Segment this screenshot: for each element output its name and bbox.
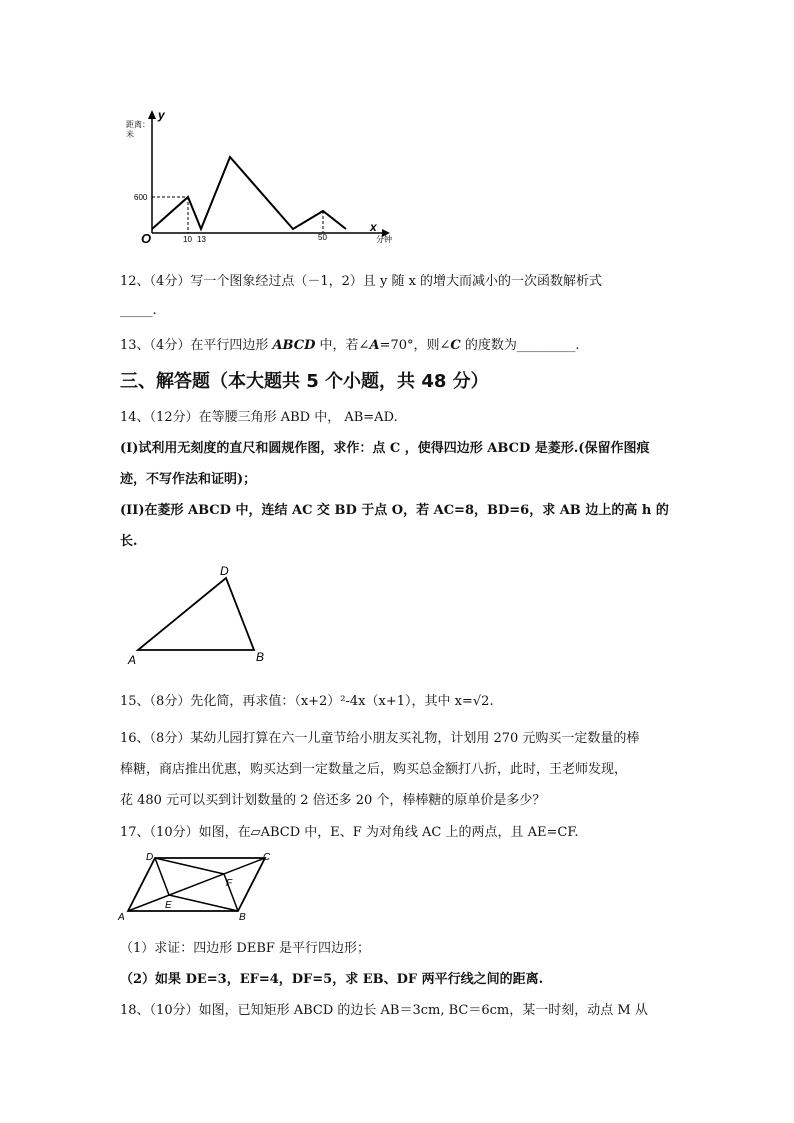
- tick-10: 10: [183, 235, 192, 244]
- y-unit-label: 距离：: [126, 120, 150, 129]
- x-unit-label: 分钟: [376, 235, 392, 244]
- q17-part2: （2）如果 DE=3，EF=4，DF=5，求 EB、DF 两平行线之间的距离.: [120, 972, 544, 987]
- point-f: F: [226, 878, 233, 889]
- q12-line1: 12、（4分）写一个图象经过点（－1，2）且 y 随 x 的增大而减小的一次函数解析式: [120, 274, 603, 289]
- q13-val: =70°，则∠: [379, 338, 451, 353]
- vertex-b: B: [239, 912, 246, 923]
- q15-sqrt: √2: [472, 694, 490, 709]
- q13-line: [120, 334, 580, 353]
- diagonal-ac: [128, 858, 265, 911]
- y-axis-arrow: [148, 110, 156, 119]
- q12-line2: _____.: [120, 303, 157, 318]
- parallelogram-figure: [115, 848, 285, 924]
- q16-line1: 16、（8分）某幼儿园打算在六一儿童节给小朋友买礼物，计划用 270 元购买一定数量的棒: [120, 731, 640, 746]
- distance-time-graph: [120, 105, 400, 245]
- q13-abcd: ABCD: [272, 338, 316, 353]
- y-label: y: [158, 108, 165, 122]
- q14-line3: 迹，不写作法和证明)；: [120, 472, 257, 487]
- q17-part1: （1）求证：四边形 DEBF 是平行四边形；: [120, 941, 371, 956]
- section-heading: 三、解答题（本大题共 5 个小题，共 48 分）: [120, 371, 489, 392]
- q15-pre: 15、（8分）先化简，再求值：（x+2）²-4x（x+1），其中 x=: [120, 694, 473, 709]
- q14-line4: (II)在菱形 ABCD 中，连结 AC 交 BD 于点 O，若 AC=8，BD=6，求 AB 边上的高 h 的: [120, 503, 669, 518]
- point-e: E: [165, 900, 172, 911]
- q14-line2: (I)试利用无刻度的直尺和圆规作图，求作：点 C ，使得四边形 ABCD 是菱形.(保留作图痕: [120, 441, 650, 456]
- vertex-a: A: [118, 912, 125, 923]
- q13-mid: 中，若∠: [319, 338, 370, 353]
- q13-pre: 13、（4分）在平行四边形: [120, 338, 269, 353]
- q13-post: 的度数为_________.: [464, 338, 580, 353]
- tick-13: 13: [197, 235, 206, 244]
- q16-line3: 花 480 元可以买到计划数量的 2 倍还多 20 个，棒棒糖的原单价是多少？: [120, 793, 546, 808]
- q13-a: A: [369, 338, 380, 353]
- vertex-a: A: [128, 653, 137, 667]
- q17-line1: 17、（10分）如图，在▱ABCD 中，E、F 为对角线 AC 上的两点，且 AE=CF.: [120, 825, 579, 840]
- x-label: x: [370, 220, 377, 234]
- q13-c: C: [450, 338, 461, 353]
- segment-df: [155, 858, 224, 874]
- segment-eb: [169, 895, 238, 911]
- vertex-d: D: [146, 852, 154, 863]
- q18-line1: 18、（10分）如图，已知矩形 ABCD 的边长 AB＝3cm, BC＝6cm，某一时刻，动点 M 从: [120, 1003, 648, 1018]
- triangle-abd: [138, 578, 254, 650]
- vertex-c: C: [263, 852, 271, 863]
- q14-line1: 14、（12分）在等腰三角形 ABD 中， AB=AD.: [120, 410, 398, 425]
- graph-path: [152, 157, 346, 229]
- segment-de: [155, 858, 169, 895]
- tick-50: 50: [318, 233, 327, 242]
- q15-post: .: [489, 694, 494, 709]
- tick-600: 600: [134, 193, 148, 202]
- vertex-d: D: [220, 564, 229, 578]
- q16-line2: 棒糖，商店推出优惠，购买达到一定数量之后，购买总金额打八折，此时，王老师发现，: [120, 762, 628, 777]
- q15-line: [120, 690, 494, 709]
- y-unit-label2: 米: [126, 130, 134, 139]
- vertex-b: B: [256, 650, 265, 664]
- triangle-abd-figure: [120, 560, 290, 672]
- origin-label: O: [141, 231, 152, 245]
- q14-line5: 长.: [120, 534, 138, 549]
